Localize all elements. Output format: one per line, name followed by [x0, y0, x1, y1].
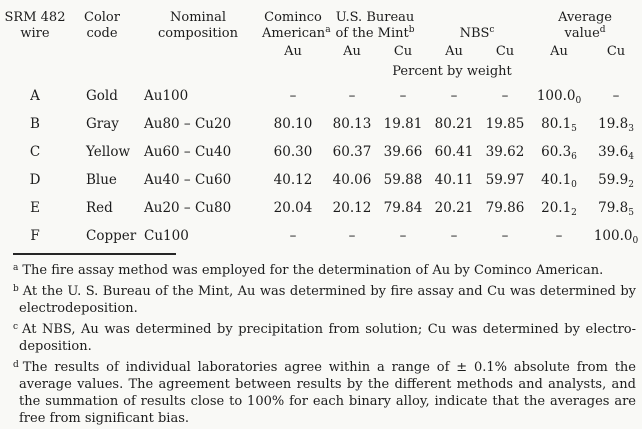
cell-color-code: Gold — [86, 88, 118, 104]
header-line: composition — [158, 26, 238, 41]
avg-value: – — [612, 88, 620, 104]
cell-color-code: Blue — [86, 172, 117, 188]
footnote-text: At NBS, Au was determined by precipitation from solution; Cu was determined by electro-deposition. — [19, 322, 636, 354]
cell-wire: A — [30, 88, 40, 104]
footnote-marker-b: b — [13, 284, 19, 294]
cell-mint-au: 20.12 — [332, 200, 372, 216]
header-line — [426, 26, 528, 42]
avg-value: 60.3 — [541, 144, 572, 160]
header-line: wire — [20, 26, 50, 41]
footnote-text: At the U. S. Bureau of the Mint, Au was determined by fire assay and Cu was determined by electrodeposition. — [19, 284, 636, 316]
header-line — [324, 26, 426, 42]
header-text: American — [262, 26, 326, 41]
cell-avg-au — [528, 222, 590, 250]
table-header-row — [0, 4, 642, 42]
cell-nbs-cu: 19.85 — [485, 116, 525, 132]
cell-avg-cu — [590, 138, 642, 166]
header-line: SRM 482 — [4, 10, 66, 25]
header-line: Color — [84, 10, 120, 25]
cell-color-code: Copper — [86, 228, 137, 244]
cell-mint-cu: – — [399, 228, 407, 244]
table-row — [0, 110, 642, 138]
footnote-b — [13, 283, 636, 317]
header-line: U.S. Bureau — [335, 10, 415, 25]
header-text: value — [564, 26, 600, 41]
cell-nbs-au: 60.41 — [434, 144, 474, 160]
cell-composition: Au60 – Cu40 — [144, 144, 232, 160]
avg-value: 19.8 — [598, 116, 629, 132]
header-line: Nominal — [170, 10, 226, 25]
header-text: NBS — [459, 26, 490, 41]
header-text: of the Mint — [335, 26, 409, 41]
footnote-text: The fire assay method was employed for the determination of Au by Cominco American. — [22, 263, 604, 278]
table-row — [0, 138, 642, 166]
cell-mint-au: 60.37 — [332, 144, 372, 160]
cell-cominco-au: 60.30 — [273, 144, 313, 160]
footnote-marker-d: d — [599, 25, 606, 35]
element-subheader-row — [0, 42, 642, 60]
avg-subscript: 4 — [628, 152, 634, 162]
subheader-nbs-cu: Cu — [495, 43, 515, 59]
footnote-text: The results of individual laboratories agree within a range of ± 0.1% absolute from the average values. The agreement between results by the different methods and analysts, and the summation of results close to 100% for each binary alloy, indicate that the averages are free from significant bias. — [19, 360, 636, 426]
cell-cominco-au: 40.12 — [273, 172, 313, 188]
cell-nbs-cu: 79.86 — [485, 200, 525, 216]
table-row — [0, 194, 642, 222]
cell-avg-au — [528, 138, 590, 166]
footnote-marker-c: c — [13, 322, 19, 332]
cell-composition: Au80 – Cu20 — [144, 116, 232, 132]
footnotes-section — [0, 262, 642, 427]
footnote-marker-a: a — [325, 25, 331, 35]
cell-color-code: Yellow — [86, 144, 131, 160]
avg-value: 40.1 — [541, 172, 572, 188]
subheader-cominco-au: Au — [284, 43, 302, 59]
cell-mint-cu: 59.88 — [383, 172, 423, 188]
avg-value: 80.1 — [541, 116, 572, 132]
unit-caption-row — [0, 60, 642, 82]
subheader-mint-au: Au — [343, 43, 361, 59]
cell-wire: E — [30, 200, 40, 216]
table-row — [0, 222, 642, 250]
table-row — [0, 82, 642, 110]
header-line: code — [86, 26, 118, 41]
cell-cominco-au: – — [289, 88, 297, 104]
cell-nbs-au: – — [450, 88, 458, 104]
avg-subscript: 2 — [628, 180, 634, 190]
spacer-cell — [0, 60, 262, 82]
cell-mint-au: 40.06 — [332, 172, 372, 188]
footnote-separator-rule — [13, 253, 176, 255]
spacer-cell — [134, 42, 262, 60]
cell-wire: F — [30, 228, 40, 244]
cell-cominco-au: 20.04 — [273, 200, 313, 216]
header-srm-wire — [0, 4, 70, 42]
footnote-marker-d: d — [13, 360, 19, 370]
cell-color-code: Red — [86, 200, 113, 216]
avg-subscript: 0 — [575, 96, 582, 106]
header-line: Cominco — [264, 10, 322, 25]
avg-value: 39.6 — [598, 144, 629, 160]
cell-avg-au — [528, 82, 590, 110]
cell-avg-au — [528, 194, 590, 222]
cell-mint-au: – — [348, 88, 356, 104]
cell-mint-au: – — [348, 228, 356, 244]
cell-wire: C — [29, 144, 41, 160]
header-us-bureau-mint — [324, 4, 426, 42]
cell-avg-au — [528, 110, 590, 138]
footnote-d — [13, 359, 636, 427]
cell-composition: Au40 – Cu60 — [144, 172, 232, 188]
header-line — [262, 25, 331, 42]
header-nominal-composition — [134, 4, 262, 42]
header-color-code — [70, 4, 134, 42]
avg-subscript: 5 — [628, 208, 634, 218]
cell-nbs-cu: 59.97 — [485, 172, 525, 188]
subheader-avg-au: Au — [550, 43, 568, 59]
cell-avg-cu — [590, 194, 642, 222]
footnote-c — [13, 321, 636, 355]
cell-mint-cu: 79.84 — [383, 200, 423, 216]
cell-cominco-au: 80.10 — [273, 116, 313, 132]
cell-mint-cu: 19.81 — [383, 116, 423, 132]
cell-avg-cu — [590, 82, 642, 110]
cell-mint-au: 80.13 — [332, 116, 372, 132]
avg-value: 79.8 — [598, 200, 629, 216]
cell-nbs-au: – — [450, 228, 458, 244]
subheader-avg-cu: Cu — [606, 43, 626, 59]
header-nbs — [426, 4, 528, 42]
avg-value: – — [555, 228, 563, 244]
cell-nbs-cu: 39.62 — [485, 144, 525, 160]
avg-subscript: 0 — [632, 236, 639, 246]
cell-avg-au — [528, 166, 590, 194]
footnote-a — [13, 262, 636, 279]
header-line — [528, 26, 642, 42]
cell-composition: Au100 — [144, 88, 189, 104]
unit-caption: Percent by weight — [392, 63, 512, 79]
avg-subscript: 2 — [571, 208, 577, 218]
footnote-marker-a: a — [13, 263, 19, 273]
cell-nbs-cu: – — [501, 228, 509, 244]
avg-value: 100.0 — [536, 88, 576, 104]
header-line: Average — [558, 10, 612, 25]
cell-mint-cu: 39.66 — [383, 144, 423, 160]
cell-wire: B — [30, 116, 40, 132]
cell-nbs-cu: – — [501, 88, 509, 104]
cell-cominco-au: – — [289, 228, 297, 244]
cell-composition: Cu100 — [144, 228, 189, 244]
subheader-nbs-au: Au — [445, 43, 463, 59]
cell-composition: Au20 – Cu80 — [144, 200, 232, 216]
cell-nbs-au: 40.11 — [434, 172, 474, 188]
avg-value: 20.1 — [541, 200, 572, 216]
header-cominco-american — [262, 4, 331, 42]
cell-nbs-au: 80.21 — [434, 116, 474, 132]
cell-avg-cu — [590, 166, 642, 194]
avg-subscript: 5 — [571, 124, 577, 134]
subheader-mint-cu: Cu — [393, 43, 413, 59]
header-average-value — [528, 4, 642, 42]
footnote-marker-b: b — [408, 25, 415, 35]
cell-color-code: Gray — [86, 116, 119, 132]
avg-value: 59.9 — [598, 172, 629, 188]
cell-avg-cu — [590, 222, 642, 250]
avg-subscript: 6 — [571, 152, 577, 162]
footnote-marker-c: c — [489, 25, 495, 35]
spacer-cell — [0, 42, 70, 60]
cell-nbs-au: 20.21 — [434, 200, 474, 216]
spacer-cell — [70, 42, 134, 60]
scanned-document-page — [0, 4, 642, 429]
avg-value: 100.0 — [593, 228, 633, 244]
avg-subscript: 3 — [628, 124, 634, 134]
srm-482-results-table — [0, 4, 642, 250]
table-row — [0, 166, 642, 194]
cell-mint-cu: – — [399, 88, 407, 104]
cell-wire: D — [29, 172, 41, 188]
avg-subscript: 0 — [571, 180, 577, 190]
cell-avg-cu — [590, 110, 642, 138]
